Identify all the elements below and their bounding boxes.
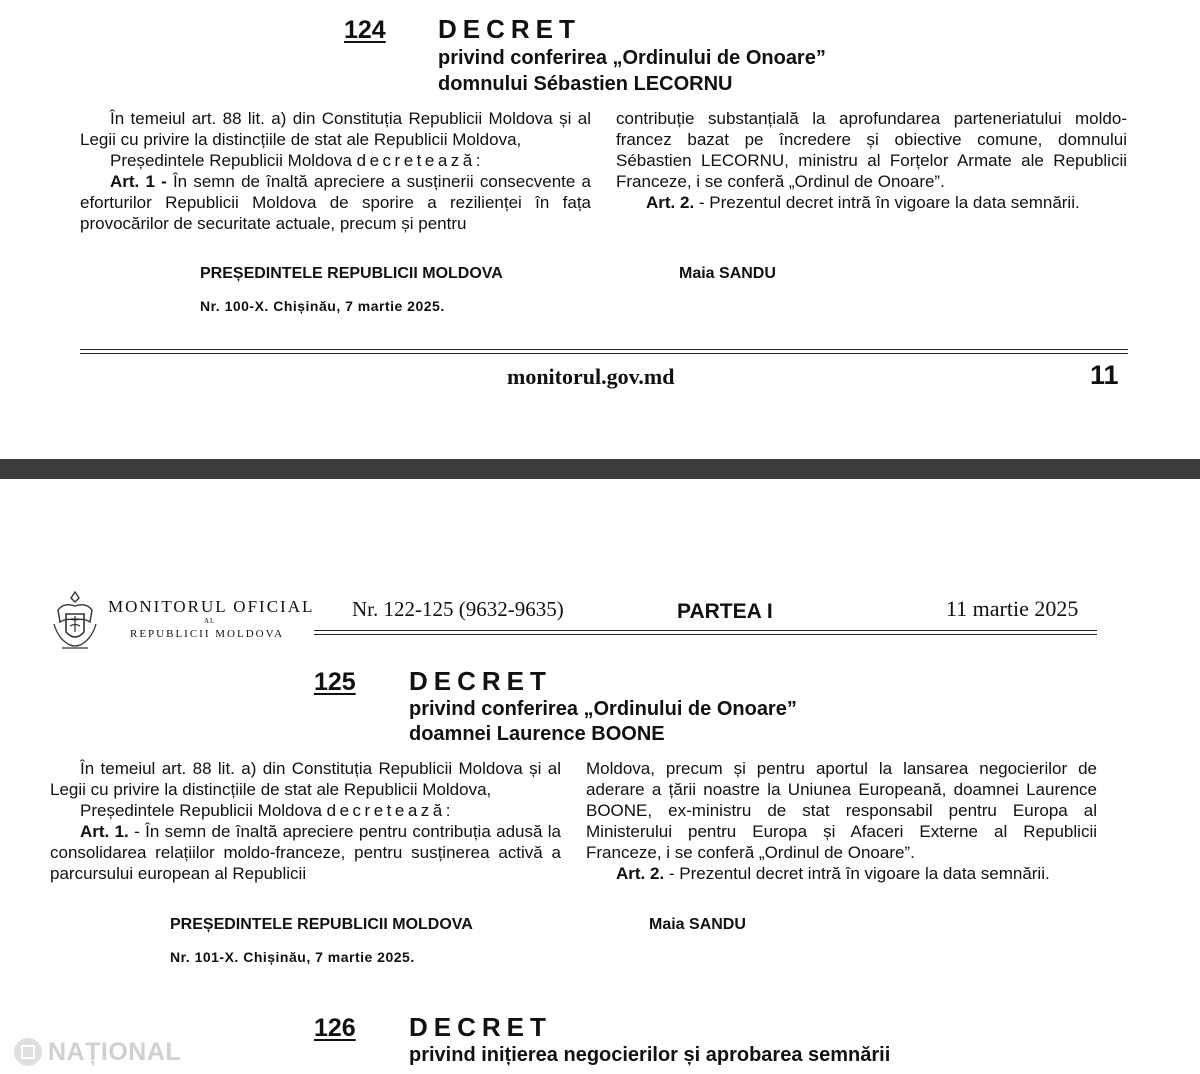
art-2-label: Art. 2. (616, 864, 665, 883)
decree-125-preamble: În temeiul art. 88 lit. a) din Constituția Republicii Moldova și al Legii cu privire la distincțiile de stat ale Republicii Moldova, (50, 759, 561, 799)
footer-page-number: 11 (1090, 360, 1119, 390)
decree-126-number: 126 (314, 1014, 356, 1042)
section-name: PARTEA I (677, 600, 773, 623)
decree-124-conferral-text: contribuție substanțială la aprofundarea parteneriatului moldo-francez bazat pe încredere și obiective comune, domnului Sébastien LECORNU, ministru al Forțelor Armate ale Republicii Franceze, i se conferă „Ordinul de Onoare”. (616, 109, 1127, 191)
decree-124-number-date: Nr. 100-X. Chișinău, 7 martie 2025. (200, 298, 445, 314)
footer-rule-top (80, 349, 1128, 350)
coat-of-arms-logo (50, 588, 100, 654)
art-1-label: Art. 1 - (110, 172, 167, 191)
decree-125-heading: DECRET (409, 666, 552, 696)
decree-125-signature-title: PREȘEDINTELE REPUBLICII MOLDOVA (170, 916, 473, 933)
decree-124-article-2: Art. 2. - Prezentul decret intră în vigoare la data semnării. (646, 193, 1080, 212)
header-rule-top (314, 630, 1097, 631)
decree-124-subtitle-line1: privind conferirea „Ordinului de Onoare” (438, 47, 826, 69)
decree-124-article-1: Art. 1 - În semn de înaltă apreciere a susținerii consecvente a eforturilor Republicii Moldova de sporire a rezilienței în fața provocărilor de securitate actuale, precum și pentru (80, 172, 591, 233)
decree-124-preamble: În temeiul art. 88 lit. a) din Constituția Republicii Moldova și al Legii cu privire la distincțiile de stat ale Republicii Moldova, (80, 109, 591, 149)
decree-125-left-column (50, 758, 561, 884)
decree-124-signature-title: PREȘEDINTELE REPUBLICII MOLDOVA (200, 265, 503, 282)
issue-number: Nr. 122-125 (9632-9635) (352, 597, 564, 621)
publication-name-line2: REPUBLICII MOLDOVA (130, 628, 285, 640)
decree-125-subtitle-line2: doamnei Laurence BOONE (409, 723, 665, 745)
decree-125-signature-name: Maia SANDU (649, 916, 746, 933)
decree-125-article-2: Art. 2. - Prezentul decret intră în vigoare la data semnării. (616, 864, 1050, 883)
decree-124-heading: DECRET (438, 14, 581, 44)
decree-125-conferral-text: Moldova, precum și pentru aportul la lansarea negocierilor de aderare a țării noastre la Uniunea Europeană, doamnei Laurence BOONE, ex-ministru de stat responsabil pentru Europa al Ministerului pentru Europa și Afaceri Externe al Republicii Franceze, i se conferă „Ordinul de Onoare”. (586, 759, 1097, 862)
decree-124-number: 124 (344, 16, 386, 44)
watermark-text: NAȚIONAL (48, 1038, 182, 1066)
art-2-label: Art. 2. (646, 193, 695, 212)
decree-125-right-column (586, 758, 1097, 884)
decree-124-left-column (80, 108, 591, 234)
decree-124-subtitle-line2: domnului Sébastien LECORNU (438, 73, 733, 95)
issue-date: 11 martie 2025 (946, 596, 1079, 621)
decree-124-president-decrees: Președintele Republicii Moldova decretează: (110, 151, 484, 170)
page-separator (0, 459, 1200, 479)
watermark-logo (10, 1036, 46, 1068)
decree-124-right-column (616, 108, 1127, 213)
decree-125-article-1: Art. 1. - În semn de înaltă apreciere pentru contribuția adusă la consolidarea relațiilor moldo-franceze, pentru susținerea activă a parcursului european al Republicii (50, 822, 561, 883)
footer-site: monitorul.gov.md (507, 364, 675, 389)
decree-126-subtitle-line1: privind inițierea negocierilor și aprobarea semnării (409, 1044, 891, 1066)
decree-125-president-decrees: Președintele Republicii Moldova decretează: (80, 801, 454, 820)
decree-125-number: 125 (314, 668, 356, 696)
decree-124-signature-name: Maia SANDU (679, 265, 776, 282)
header-rule-bottom (314, 634, 1097, 635)
publication-name-al: AL (204, 617, 216, 625)
decree-125-number-date: Nr. 101-X. Chișinău, 7 martie 2025. (170, 949, 415, 965)
art-1-label: Art. 1. (80, 822, 129, 841)
publication-name-line1: MONITORUL OFICIAL (108, 597, 315, 616)
footer-rule-bottom (80, 353, 1128, 354)
decree-126-heading: DECRET (409, 1012, 552, 1042)
decree-125-subtitle-line1: privind conferirea „Ordinului de Onoare” (409, 698, 797, 720)
